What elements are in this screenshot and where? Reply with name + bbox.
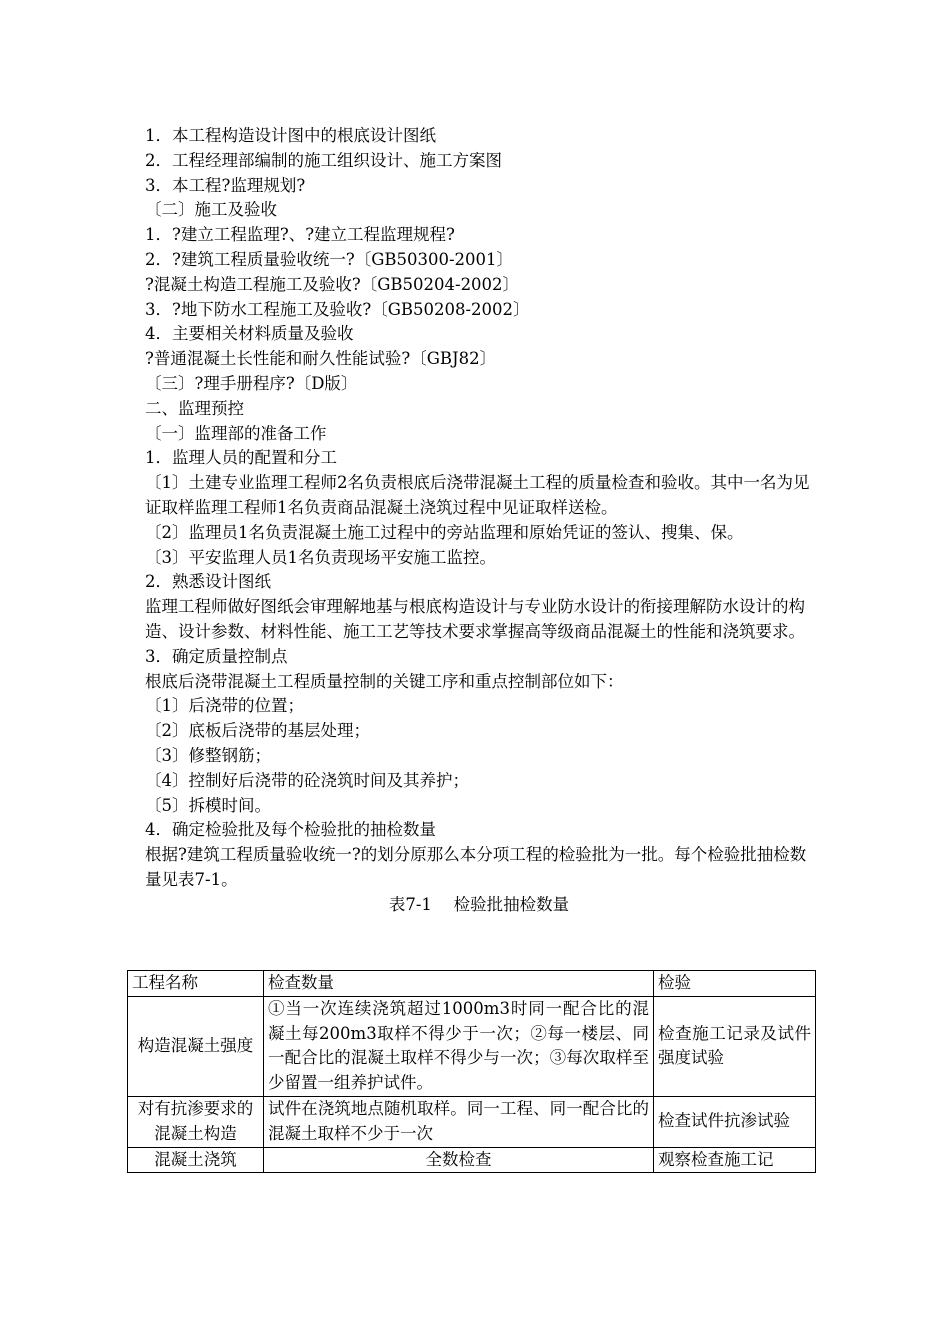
table-cell: 构造混凝土强度 (128, 996, 264, 1096)
table-header-cell: 检查数量 (264, 971, 654, 997)
paragraph: ?普通混凝土长性能和耐久性能试验?〔GBJ82〕 (145, 349, 497, 369)
paragraph: 监理工程师做好图纸会审理解地基与根底构造设计与专业防水设计的衔接理解防水设计的构造、设计参数、材料性能、施工工艺等技术要求掌握高等级商品混凝土的性能和浇筑要求。 (145, 597, 805, 641)
paragraph: 2．熟悉设计图纸 (145, 572, 271, 592)
table-row (128, 1147, 816, 1173)
table-header-cell: 检验 (654, 971, 816, 997)
paragraph: 3．?地下防水工程施工及验收?〔GB50208-2002〕 (145, 299, 530, 319)
paragraph: 3．确定质量控制点 (145, 646, 288, 666)
section-heading: 〔一〕监理部的准备工作 (145, 423, 327, 443)
document-body (145, 124, 813, 918)
table-cell: 观察检查施工记 (654, 1147, 816, 1173)
table-cell: 检查试件抗渗试验 (654, 1096, 816, 1147)
paragraph: 〔1〕土建专业监理工程师2名负责根底后浇带混凝土工程的质量检查和验收。其中一名为见证取样监理工程师1名负责商品混凝土浇筑过程中见证取样送检。 (145, 473, 810, 517)
paragraph: 〔2〕监理员1名负责混凝土施工过程中的旁站监理和原始凭证的签认、搜集、保。 (145, 522, 744, 542)
table-cell: 全数检查 (264, 1147, 654, 1173)
paragraph: 2．?建筑工程质量验收统一?〔GB50300-2001〕 (145, 249, 514, 269)
paragraph: 4．主要相关材料质量及验收 (145, 324, 354, 344)
table-row (128, 996, 816, 1096)
paragraph: 根据?建筑工程质量验收统一?的划分原那么本分项工程的检验批为一批。每个检验批抽检数量见表7-1。 (145, 845, 807, 889)
paragraph: 2．工程经理部编制的施工组织设计、施工方案图 (145, 150, 502, 170)
table-cell: 检查施工记录及试件强度试验 (654, 996, 816, 1096)
paragraph: 4．确定检验批及每个检验批的抽检数量 (145, 820, 436, 840)
paragraph: 〔2〕底板后浇带的基层处理； (145, 721, 370, 741)
table-cell: ①当一次连续浇筑超过1000m3时同一配合比的混凝土每200m3取样不得少于一次；②每一楼层、同一配合比的混凝土取样不得少与一次；③每次取样至少留置一组养护试件。 (264, 996, 654, 1096)
paragraph: 〔4〕控制好后浇带的砼浇筑时间及其养护； (145, 770, 469, 790)
paragraph: 〔3〕平安监理人员1名负责现场平安施工监控。 (145, 547, 496, 567)
section-heading: 二、监理预控 (145, 398, 244, 418)
paragraph: ?混凝土构造工程施工及验收?〔GB50204-2002〕 (145, 274, 520, 294)
paragraph: 3．本工程?监理规划? (145, 175, 306, 195)
table-cell: 混凝土浇筑 (128, 1147, 264, 1173)
paragraph: 1．本工程构造设计图中的根底设计图纸 (145, 126, 436, 145)
section-heading: 〔二〕施工及验收 (145, 200, 277, 220)
table-header-row (128, 971, 816, 997)
table-cell: 试件在浇筑地点随机取样。同一工程、同一配合比的混凝土取样不少于一次 (264, 1096, 654, 1147)
table-caption: 表7-1 检验批抽检数量 (388, 894, 570, 914)
paragraph: 〔1〕后浇带的位置； (145, 696, 304, 716)
section-heading: 〔三〕?理手册程序?〔D版〕 (145, 373, 358, 393)
table-cell: 对有抗渗要求的混凝土构造 (128, 1096, 264, 1147)
inspection-table (127, 970, 816, 1173)
paragraph: 〔3〕修整钢筋； (145, 745, 271, 765)
paragraph: 根底后浇带混凝土工程质量控制的关键工序和重点控制部位如下： (145, 671, 624, 691)
table-header-cell: 工程名称 (128, 971, 264, 997)
paragraph: 1．监理人员的配置和分工 (145, 448, 337, 468)
table-row (128, 1096, 816, 1147)
paragraph: 1．?建立工程监理?、?建立工程监理规程? (145, 225, 455, 245)
paragraph: 〔5〕拆模时间。 (145, 795, 271, 815)
